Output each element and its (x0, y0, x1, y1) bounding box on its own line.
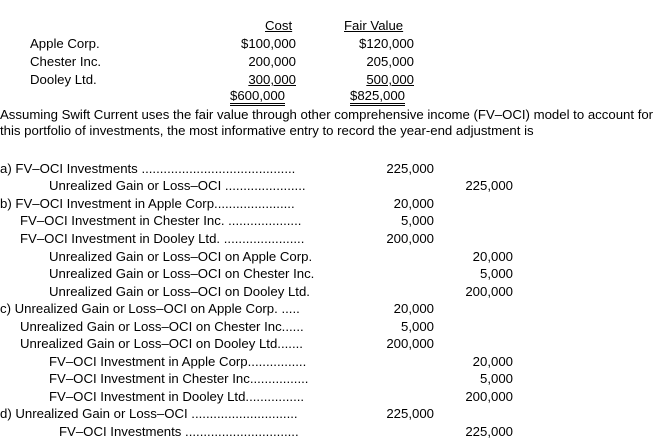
entry-account: FV–OCI Investment in Dooley Ltd................ (49, 389, 305, 404)
entry-credit: 20,000 (472, 354, 513, 369)
portfolio-total-fair-value: $825,000 (350, 89, 405, 106)
portfolio-row-cost: 300,000 (248, 72, 296, 87)
entry-account: FV–OCI Investment in Apple Corp................ (49, 354, 307, 369)
question-text: Assuming Swift Current uses the fair value through other comprehensive income (FV–OCI) model to account for this portfolio of investments, the most informative entry to record the year-end adjustment is (0, 107, 654, 138)
entry-account: Unrealized Gain or Loss–OCI ...................... (49, 178, 306, 193)
portfolio-row-fair-value: 205,000 (366, 54, 414, 69)
entry-debit: 225,000 (386, 406, 434, 421)
entry-debit: 225,000 (386, 161, 434, 176)
entry-account: Unrealized Gain or Loss–OCI on Chester Inc...... (20, 319, 304, 334)
entry-debit: 5,000 (400, 319, 434, 334)
portfolio-total-cost: $600,000 (230, 89, 285, 106)
entry-account: c) Unrealized Gain or Loss–OCI on Apple Corp. ..... (0, 301, 300, 316)
entry-account: Unrealized Gain or Loss–OCI on Dooley Ltd. (49, 284, 310, 299)
portfolio-row-name: Chester Inc. (30, 54, 102, 69)
portfolio-row-name: Apple Corp. (30, 36, 100, 51)
entry-credit: 5,000 (479, 266, 513, 281)
fair-value-header: Fair Value (344, 18, 404, 33)
entry-debit: 200,000 (386, 231, 434, 246)
entry-account: FV–OCI Investments ............................... (59, 424, 299, 439)
portfolio-row-fair-value: $120,000 (358, 36, 414, 51)
entry-credit: 200,000 (465, 284, 513, 299)
entry-debit: 20,000 (393, 301, 434, 316)
entry-account: FV–OCI Investment in Dooley Ltd. ...................... (20, 231, 305, 246)
entry-debit: 20,000 (393, 196, 434, 211)
entry-account: b) FV–OCI Investment in Apple Corp...................... (0, 196, 295, 211)
entry-credit: 5,000 (479, 371, 513, 386)
entry-debit: 200,000 (386, 336, 434, 351)
portfolio-row-name: Dooley Ltd. (30, 72, 97, 87)
entry-credit: 225,000 (465, 178, 513, 193)
entry-credit: 20,000 (472, 249, 513, 264)
entry-debit: 5,000 (400, 213, 434, 228)
entry-account: d) Unrealized Gain or Loss–OCI ............................. (0, 406, 298, 421)
entry-account: FV–OCI Investment in Chester Inc. .................... (20, 213, 302, 228)
portfolio-row-cost: 200,000 (248, 54, 296, 69)
portfolio-row-cost: $100,000 (240, 36, 296, 51)
entry-account: Unrealized Gain or Loss–OCI on Chester Inc. (49, 266, 315, 281)
entry-account: a) FV–OCI Investments .......................................... (0, 161, 296, 176)
entry-credit: 225,000 (465, 424, 513, 439)
entry-account: Unrealized Gain or Loss–OCI on Apple Corp. (49, 249, 313, 264)
cost-header: Cost (265, 18, 293, 33)
entry-credit: 200,000 (465, 389, 513, 404)
entry-account: Unrealized Gain or Loss–OCI on Dooley Ltd....... (20, 336, 303, 351)
portfolio-row-fair-value: 500,000 (366, 72, 414, 87)
entry-account: FV–OCI Investment in Chester Inc................ (49, 371, 309, 386)
